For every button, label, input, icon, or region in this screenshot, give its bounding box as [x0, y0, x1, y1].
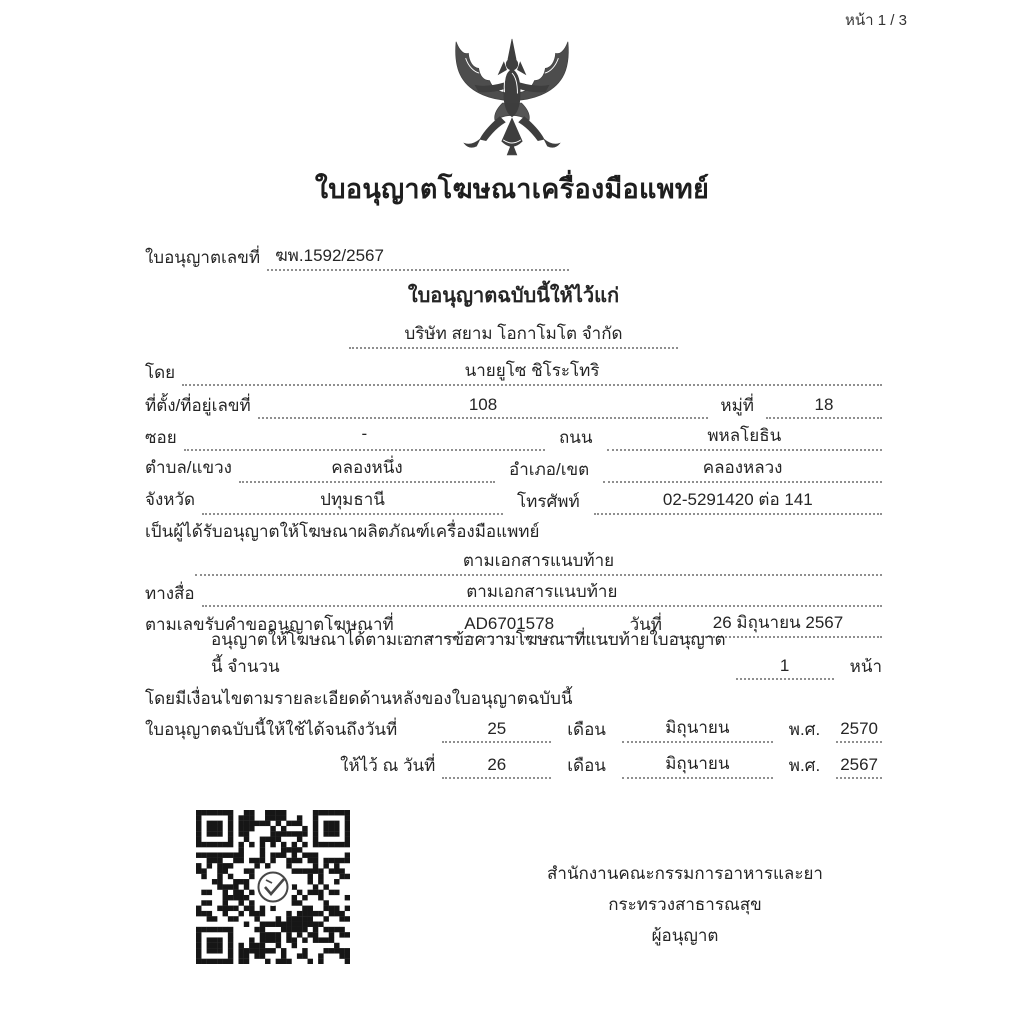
field-row-license-number — [145, 243, 882, 271]
field-row-soi-road — [145, 419, 882, 451]
licensee-statement-row — [145, 515, 882, 545]
field-row-product-reference — [145, 545, 882, 576]
signer-title: ผู้อนุญาต — [651, 926, 719, 945]
permission-statement: อนุญาตให้โฆษณาได้ตามเอกสารข้อความโฆษณาที่แนบท้ายใบอนุญาตนี้ จำนวน — [211, 630, 726, 676]
subdistrict-label: ตำบล/แขวง — [145, 458, 232, 477]
issuing-org-line2: กระทรวงสาธารณสุข — [608, 895, 762, 914]
application-date-value: 26 มิถุนายน 2567 — [674, 609, 882, 638]
field-row-address — [145, 386, 882, 419]
issued-on-month: มิถุนายน — [622, 750, 773, 779]
issued-on-label: ให้ไว้ ณ วันที่ — [340, 756, 436, 775]
field-row-media — [145, 576, 882, 607]
issued-to-heading: ใบอนุญาตฉบับนี้ให้ไว้แก่ — [407, 285, 620, 307]
product-reference-value: ตามเอกสารแนบท้าย — [195, 547, 882, 576]
document-title: ใบอนุญาตโฆษณาเครื่องมือแพทย์ — [314, 174, 710, 204]
media-reference-value: ตามเอกสารแนบท้าย — [202, 578, 882, 607]
address-value: 108 — [258, 395, 709, 419]
page-count-value: 1 — [736, 656, 834, 680]
license-number-label: ใบอนุญาตเลขที่ — [145, 248, 261, 267]
valid-until-day: 25 — [442, 719, 551, 743]
garuda-emblem-icon — [437, 36, 587, 162]
province-value: ปทุมธานี — [202, 486, 503, 515]
road-label: ถนน — [559, 428, 593, 447]
district-label: อำเภอ/เขต — [509, 460, 590, 479]
by-value: นายยูโซ ชิโระโทริ — [182, 357, 882, 386]
license-number-value: ฆพ.1592/2567 — [267, 242, 569, 271]
soi-label: ซอย — [145, 428, 177, 447]
license-form — [145, 243, 882, 779]
conditions-statement: โดยมีเงื่อนไขตามรายละเอียดด้านหลังของใบอนุญาตฉบับนี้ — [145, 689, 573, 708]
field-row-subdistrict-district — [145, 451, 882, 483]
page-count-unit: หน้า — [849, 657, 882, 676]
phone-value: 02-5291420 ต่อ 141 — [594, 486, 882, 515]
qr-code-icon — [196, 810, 350, 964]
media-label: ทางสื่อ — [145, 584, 195, 603]
valid-until-month-label: เดือน — [567, 720, 606, 739]
licensee-statement: เป็นผู้ได้รับอนุญาตให้โฆษณาผลิตภัณฑ์เครื่องมือแพทย์ — [145, 522, 540, 541]
valid-until-year: 2570 — [836, 719, 882, 743]
address-label: ที่ตั้ง/ที่อยู่เลขที่ — [145, 396, 251, 415]
field-row-province-phone — [145, 483, 882, 515]
province-label: จังหวัด — [145, 490, 196, 509]
issued-on-month-label: เดือน — [567, 756, 606, 775]
issued-on-year: 2567 — [836, 755, 882, 779]
valid-until-era-label: พ.ศ. — [788, 720, 821, 739]
field-row-issued-on — [145, 743, 882, 779]
conditions-statement-row — [145, 680, 882, 712]
company-name-value: บริษัท สยาม โอกาโมโต จำกัด — [349, 320, 677, 349]
issued-on-era-label: พ.ศ. — [788, 756, 821, 775]
field-row-company — [145, 311, 882, 349]
valid-until-label: ใบอนุญาตฉบับนี้ให้ใช้ได้จนถึงวันที่ — [145, 720, 398, 739]
page-number-indicator: หน้า 1 / 3 — [845, 12, 907, 29]
permission-statement-row — [145, 630, 882, 680]
issued-to-heading-row — [145, 271, 882, 311]
field-row-valid-until — [145, 712, 882, 743]
soi-value: - — [184, 424, 545, 451]
signature-block — [480, 858, 890, 951]
issued-on-day: 26 — [442, 755, 551, 779]
moo-label: หมู่ที่ — [720, 396, 754, 415]
issuing-org-line1: สำนักงานคณะกรรมการอาหารและยา — [547, 864, 823, 883]
field-row-by — [145, 349, 882, 386]
application-number-label: ตามเลขรับคำขออนุญาตโฆษณาที่ — [145, 615, 394, 634]
district-value: คลองหลวง — [603, 454, 882, 483]
moo-value: 18 — [766, 395, 882, 419]
subdistrict-value: คลองหนึ่ง — [239, 454, 495, 483]
valid-until-month: มิถุนายน — [622, 714, 773, 743]
phone-label: โทรศัพท์ — [517, 492, 580, 511]
road-value: พหลโยธิน — [607, 422, 882, 451]
application-date-label: วันที่ — [629, 615, 662, 634]
application-number-value: AD6701578 — [401, 614, 618, 638]
by-label: โดย — [145, 363, 176, 382]
